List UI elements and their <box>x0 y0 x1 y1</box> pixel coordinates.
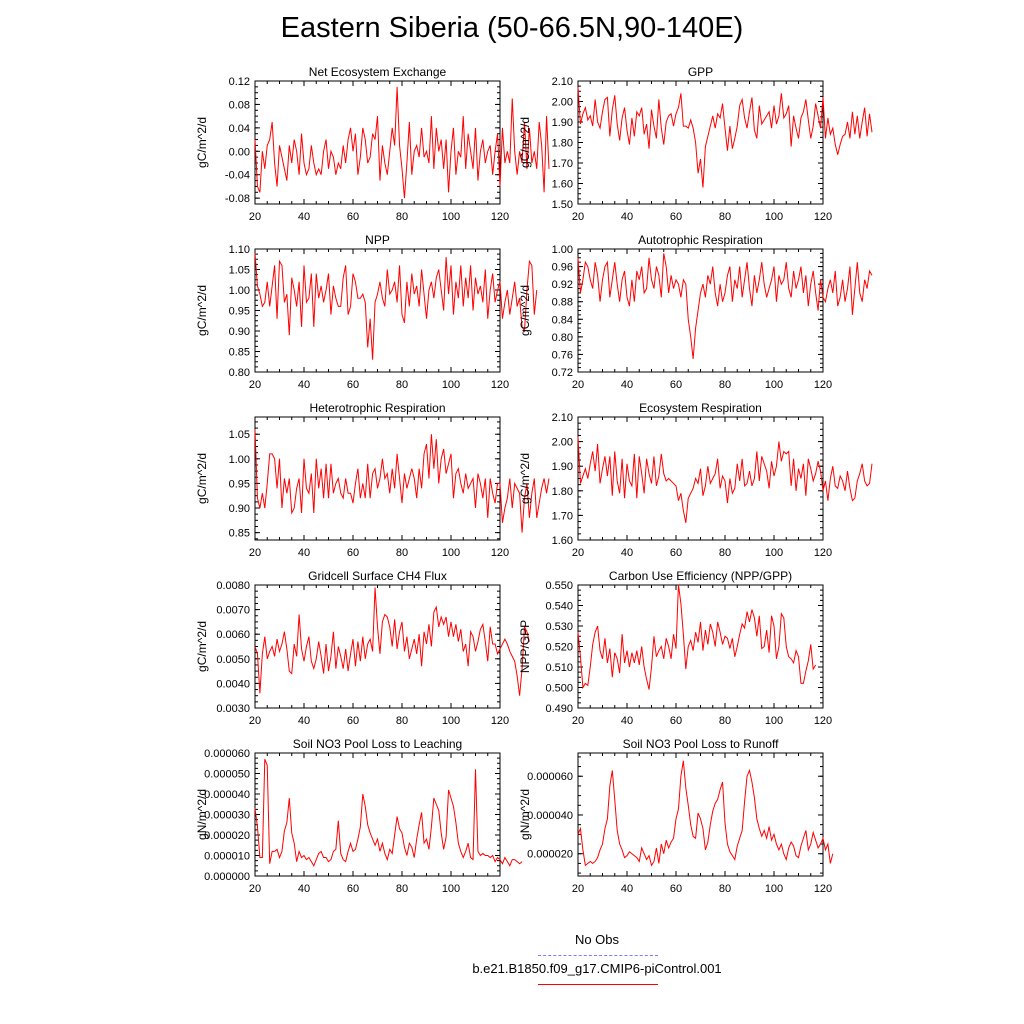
x-tick-label: 60 <box>346 211 360 223</box>
x-tick-label: 60 <box>669 715 683 727</box>
x-tick-label: 100 <box>764 379 784 391</box>
x-tick-label: 120 <box>813 547 833 559</box>
y-tick-label: 0.490 <box>545 703 573 715</box>
y-tick-label: 0.12 <box>228 76 250 88</box>
x-tick-label: 80 <box>718 715 732 727</box>
chart-title: NPP <box>365 233 390 247</box>
chart-panel <box>518 233 872 391</box>
x-tick-label: 100 <box>441 715 461 727</box>
y-tick-label: 0.540 <box>545 600 573 613</box>
y-tick-label: 0.000020 <box>527 848 573 861</box>
x-tick-label: 120 <box>490 883 510 895</box>
series-line <box>578 585 816 690</box>
x-tick-label: 20 <box>571 715 585 727</box>
x-tick-label: 100 <box>764 547 784 559</box>
series-line <box>255 759 522 866</box>
legend-obs-label: No Obs <box>574 932 620 947</box>
legend-model-line <box>538 984 658 985</box>
y-tick-label: 0.92 <box>551 279 573 292</box>
series-line <box>578 437 872 523</box>
plot-frame <box>255 249 500 372</box>
y-tick-label: 0.80 <box>228 367 250 379</box>
plot-frame <box>255 417 500 540</box>
x-tick-label: 40 <box>620 547 634 559</box>
x-tick-label: 80 <box>718 211 732 223</box>
chart-panel <box>518 65 872 223</box>
y-tick-label: 0.96 <box>551 261 573 274</box>
y-axis-label: gC/m^2/d <box>195 453 209 504</box>
y-tick-label: 0.000060 <box>527 771 573 784</box>
x-tick-label: 20 <box>248 379 262 391</box>
series-line <box>255 87 549 198</box>
x-tick-label: 80 <box>718 379 732 391</box>
plot-frame <box>255 585 500 708</box>
y-tick-label: 0.04 <box>228 122 250 135</box>
series-line <box>255 429 549 532</box>
y-tick-label: 1.50 <box>551 199 573 211</box>
x-tick-label: 100 <box>764 715 784 727</box>
y-tick-label: 1.05 <box>228 429 250 442</box>
y-axis-label: gC/m^2/d <box>195 621 209 672</box>
legend-obs-line <box>538 955 658 956</box>
chart-panel <box>195 233 537 391</box>
series-line <box>255 253 537 360</box>
y-axis-label: NPP/GPP <box>518 619 532 674</box>
y-tick-label: 0.85 <box>228 527 250 540</box>
chart-panel <box>195 401 549 559</box>
series-line <box>255 587 529 695</box>
x-tick-label: 120 <box>490 211 510 223</box>
x-tick-label: 120 <box>813 379 833 391</box>
x-tick-label: 60 <box>669 211 683 223</box>
chart-title: Carbon Use Efficiency (NPP/GPP) <box>608 569 793 583</box>
y-axis-label: gC/m^2/d <box>195 285 209 336</box>
x-tick-label: 100 <box>764 883 784 895</box>
chart-panel <box>518 569 832 727</box>
x-tick-label: 80 <box>395 883 409 895</box>
chart-panel <box>195 737 522 895</box>
y-tick-label: 0.000040 <box>527 809 573 822</box>
y-tick-label: 0.520 <box>545 641 573 654</box>
chart-title: GPP <box>687 65 714 79</box>
y-tick-label: 0.0060 <box>216 629 250 642</box>
y-tick-label: 0.72 <box>551 367 573 379</box>
y-tick-label: 0.90 <box>228 503 250 516</box>
x-tick-label: 20 <box>571 883 585 895</box>
x-tick-label: 40 <box>297 883 311 895</box>
x-tick-label: 80 <box>718 547 732 559</box>
x-tick-label: 60 <box>346 547 360 559</box>
y-tick-label: 0.0040 <box>216 678 250 691</box>
y-tick-label: 1.70 <box>551 510 573 523</box>
y-tick-label: 0.550 <box>545 580 573 592</box>
x-tick-label: 40 <box>620 211 634 223</box>
x-tick-label: 20 <box>571 547 585 559</box>
y-tick-label: 0.000010 <box>204 850 250 863</box>
y-tick-label: 2.00 <box>551 436 573 449</box>
x-tick-label: 120 <box>490 715 510 727</box>
series-line <box>578 87 872 187</box>
plot-frame <box>578 417 823 540</box>
y-tick-label: 0.0050 <box>216 653 250 666</box>
y-tick-label: 1.60 <box>551 535 573 547</box>
y-tick-label: 0.0030 <box>216 703 250 715</box>
chart-panel <box>195 569 529 727</box>
y-tick-label: -0.08 <box>224 193 250 206</box>
y-axis-label: gN/m^2/d <box>518 789 532 840</box>
y-tick-label: 0.000020 <box>204 830 250 842</box>
y-tick-label: 1.60 <box>551 178 573 191</box>
chart-panel <box>195 65 549 223</box>
y-tick-label: 1.90 <box>551 117 573 129</box>
x-tick-label: 20 <box>248 715 262 727</box>
x-tick-label: 80 <box>395 547 409 559</box>
y-tick-label: 0.95 <box>228 478 250 491</box>
y-tick-label: 0.00 <box>228 146 250 159</box>
y-tick-label: 1.10 <box>228 244 250 256</box>
x-tick-label: 40 <box>297 379 311 391</box>
plot-frame <box>255 81 500 204</box>
x-tick-label: 20 <box>248 211 262 223</box>
chart-title: Soil NO3 Pool Loss to Runoff <box>622 737 779 751</box>
x-tick-label: 60 <box>669 883 683 895</box>
x-tick-label: 60 <box>669 379 683 391</box>
y-tick-label: 1.00 <box>228 285 250 297</box>
page-title: Eastern Siberia (50-66.5N,90-140E) <box>280 12 744 44</box>
y-tick-label: 2.10 <box>551 412 573 424</box>
x-tick-label: 20 <box>248 547 262 559</box>
y-tick-label: 0.500 <box>545 682 573 695</box>
x-tick-label: 40 <box>297 211 311 223</box>
y-tick-label: 0.000040 <box>204 789 250 801</box>
y-axis-label: gN/m^2/d <box>195 789 209 840</box>
x-tick-label: 120 <box>813 211 833 223</box>
x-tick-label: 60 <box>346 379 360 391</box>
y-axis-label: gC/m^2/d <box>518 117 532 168</box>
x-tick-label: 120 <box>813 715 833 727</box>
chart-title: Autotrophic Respiration <box>638 233 763 247</box>
legend-model-label: b.e21.B1850.f09_g17.CMIP6-piControl.001 <box>472 961 722 976</box>
y-tick-label: 0.08 <box>228 99 250 112</box>
y-tick-label: 0.80 <box>551 331 573 344</box>
y-tick-label: 0.90 <box>228 326 250 338</box>
y-tick-label: 1.05 <box>228 264 250 277</box>
x-tick-label: 120 <box>813 883 833 895</box>
y-tick-label: 0.0070 <box>216 604 250 617</box>
y-tick-label: 1.80 <box>551 137 573 150</box>
x-tick-label: 100 <box>441 883 461 895</box>
y-tick-label: 1.90 <box>551 461 573 474</box>
y-tick-label: 2.00 <box>551 96 573 109</box>
y-tick-label: 0.000060 <box>204 748 250 760</box>
y-tick-label: 0.84 <box>551 314 573 327</box>
y-tick-label: -0.04 <box>224 169 250 182</box>
y-tick-label: 0.88 <box>551 296 573 309</box>
y-tick-label: 0.000050 <box>204 768 250 781</box>
x-tick-label: 20 <box>248 883 262 895</box>
chart-panel <box>518 401 872 559</box>
chart-panel <box>518 737 833 895</box>
x-tick-label: 60 <box>346 883 360 895</box>
y-axis-label: gC/m^2/d <box>518 285 532 336</box>
y-tick-label: 0.510 <box>545 662 573 674</box>
y-tick-label: 0.000000 <box>204 871 250 883</box>
y-tick-label: 1.70 <box>551 158 573 170</box>
x-tick-label: 20 <box>571 211 585 223</box>
x-tick-label: 120 <box>490 547 510 559</box>
y-tick-label: 0.000030 <box>204 809 250 822</box>
x-tick-label: 60 <box>346 715 360 727</box>
x-tick-label: 100 <box>441 211 461 223</box>
x-tick-label: 40 <box>620 379 634 391</box>
x-tick-label: 80 <box>718 883 732 895</box>
x-tick-label: 20 <box>571 379 585 391</box>
y-tick-label: 0.76 <box>551 349 573 362</box>
y-axis-label: gC/m^2/d <box>518 453 532 504</box>
x-tick-label: 80 <box>395 211 409 223</box>
chart-title: Ecosystem Respiration <box>639 401 762 415</box>
x-tick-label: 40 <box>620 883 634 895</box>
series-line <box>578 253 872 358</box>
x-tick-label: 100 <box>441 547 461 559</box>
chart-title: Heterotrophic Respiration <box>309 401 446 415</box>
x-tick-label: 40 <box>297 547 311 559</box>
y-tick-label: 0.530 <box>545 621 573 633</box>
y-tick-label: 0.95 <box>228 305 250 318</box>
y-tick-label: 0.0080 <box>216 580 250 592</box>
x-tick-label: 100 <box>441 379 461 391</box>
x-tick-label: 120 <box>490 379 510 391</box>
y-tick-label: 2.10 <box>551 76 573 88</box>
y-tick-label: 1.00 <box>551 244 573 256</box>
y-tick-label: 1.00 <box>228 453 250 466</box>
chart-title: Net Ecosystem Exchange <box>308 65 447 79</box>
series-line <box>578 761 833 866</box>
y-tick-label: 0.85 <box>228 346 250 359</box>
x-tick-label: 40 <box>620 715 634 727</box>
chart-title: Gridcell Surface CH4 Flux <box>308 569 447 583</box>
chart-title: Soil NO3 Pool Loss to Leaching <box>292 737 463 751</box>
x-tick-label: 100 <box>764 211 784 223</box>
x-tick-label: 60 <box>669 547 683 559</box>
x-tick-label: 80 <box>395 379 409 391</box>
x-tick-label: 80 <box>395 715 409 727</box>
y-tick-label: 1.80 <box>551 485 573 498</box>
x-tick-label: 40 <box>297 715 311 727</box>
y-axis-label: gC/m^2/d <box>195 117 209 168</box>
